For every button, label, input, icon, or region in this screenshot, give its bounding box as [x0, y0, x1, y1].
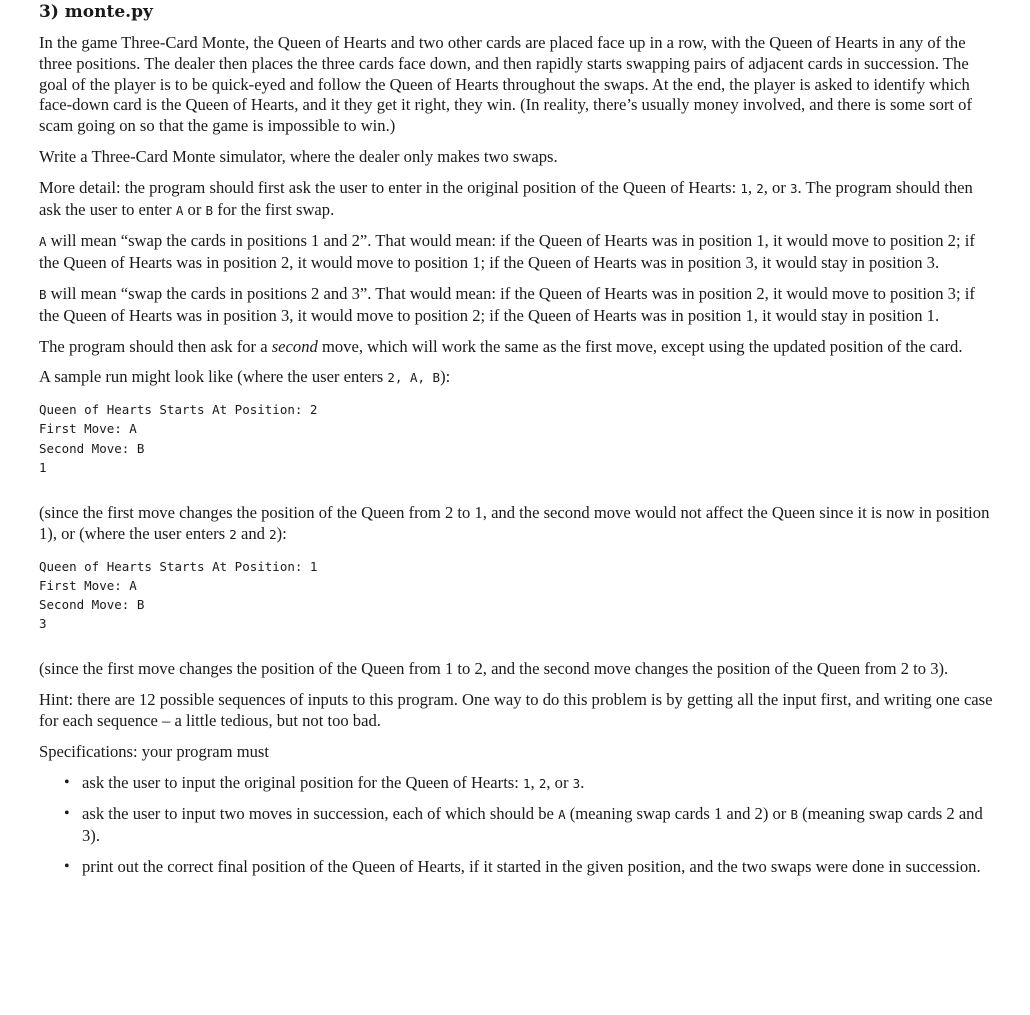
move-a-paragraph: A will mean “swap the cards in positions 1 and 2”. That would mean: if the Queen of Hearts was in position 1, it would move to position 2; if the Queen of Hearts was in position 2, it would move to position 1; if the Queen of Hearts was in position 3, it would stay in position 3. [39, 231, 975, 273]
second-move-paragraph: The program should then ask for a second move, which will work the same as the first move, except using the updated position of the card. [39, 336, 963, 356]
spec-item-position-input: • ask the user to input the original position for the Queen of Hearts: 1, 2, or 3. [64, 772, 585, 792]
explanation-1-paragraph: (since the first move changes the position of the Queen from 2 to 1, and the second move would not affect the Queen since it is now in position 1), or (where the user enters 2 and 2): [39, 502, 990, 543]
sample-run-1: Queen of Hearts Starts At Position: 2 First Move: A Second Move: B 1 [39, 402, 318, 475]
intro-paragraph: In the game Three-Card Monte, the Queen of Hearts and two other cards are placed face up in a row, with the Queen of Hearts in any of the three positions. The dealer then places the three cards face down, and then rapidly starts swapping pairs of adjacent cards in succession. The goal of the player is to be quick-eyed and follow the Queen of Hearts throughout the swaps. At the end, the player is asked to identify which face-down card is the Queen of Hearts, and it they get it right, they win. (In reality, there’s usually money involved, and there is some sort of scam going on so that the game is impossible to win.) [39, 33, 972, 136]
hint-paragraph: Hint: there are 12 possible sequences of inputs to this program. One way to do this problem is by getting all the input first, and writing one case for each sequence – a little tedious, but not too bad. [39, 690, 993, 730]
bullet-icon: • [64, 805, 70, 823]
spec-item-print-output: • print out the correct final position of the Queen of Hearts, if it started in the given position, and the two swaps were done in succession. [64, 856, 981, 876]
explanation-2-paragraph: (since the first move changes the position of the Queen from 1 to 2, and the second move changes the position of the Queen from 2 to 3). [39, 659, 949, 679]
sample-intro-paragraph: A sample run might look like (where the user enters 2, A, B): [39, 367, 451, 387]
task-paragraph: Write a Three-Card Monte simulator, where the dealer only makes two swaps. [39, 146, 558, 166]
detail-paragraph: More detail: the program should first ask the user to enter in the original position of the Queen of Hearts: 1, 2, or 3. The program should then ask the user to enter A or B for the first swap. [39, 177, 973, 219]
problem-heading: 3) monte.py [39, 2, 153, 22]
spec-item-moves-input: • ask the user to input two moves in succession, each of which should be A (meaning swap cards 1 and 2) or B (meaning swap cards 2 and 3). [64, 804, 983, 846]
specifications-label: Specifications: your program must [39, 741, 269, 761]
document-page [39, 0, 999, 878]
specifications-list [39, 773, 999, 878]
bullet-icon: • [64, 857, 70, 875]
sample-run-2: Queen of Hearts Starts At Position: 1 First Move: A Second Move: B 3 [39, 558, 318, 632]
bullet-icon: • [64, 773, 70, 791]
move-b-paragraph: B will mean “swap the cards in positions 2 and 3”. That would mean: if the Queen of Hearts was in position 2, it would move to position 3; if the Queen of Hearts was in position 3, it would move to position 2; if the Queen of Hearts was in position 1, it would stay in position 1. [39, 283, 975, 325]
